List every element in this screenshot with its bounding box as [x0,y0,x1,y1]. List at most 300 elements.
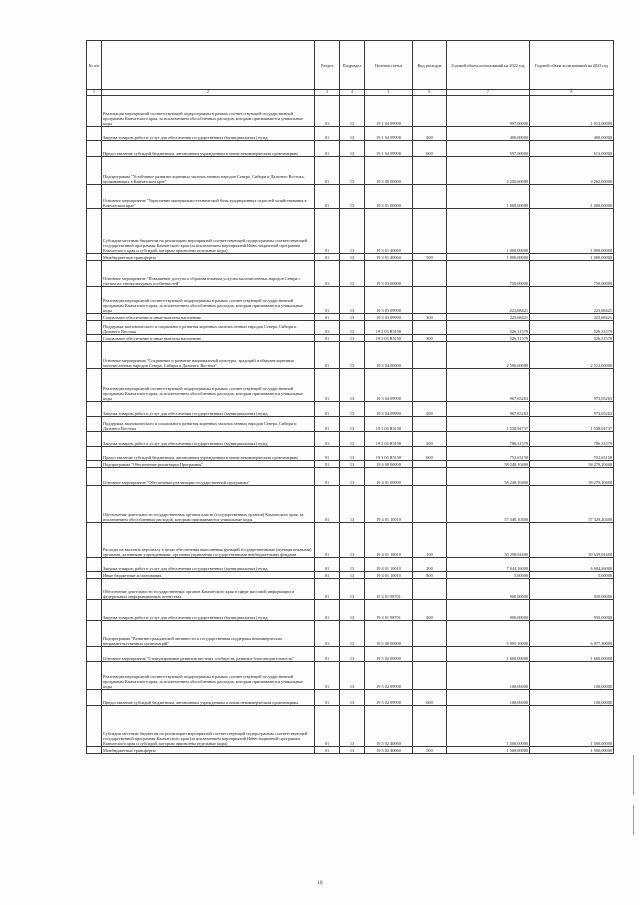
row-podrazdel-cell: 13 [340,287,365,314]
row-expense-type-cell [413,342,447,369]
row-num-cell [87,662,102,690]
row-name-cell: Обеспечение деятельности государственных органов Камчатского края в сфере массовой информации и федеральных информационных агентствах [102,579,315,600]
row-name-cell: Субсидии местным бюджетам на реализацию мероприятий соответствующей подпрограммы соответствующей государственной программы Камчатского края (за исключением мероприятий Инвестиционной программы Камчатского края и субсидий, которым присвоены отдельные коды) [102,209,315,254]
row-amount-2022-cell: 900,00000 [447,600,530,621]
row-name-cell: Предоставление субсидий бюджетным, автономным учреждениям и иным некоммерческим организациям [102,447,315,461]
table-row [87,417,614,432]
row-podrazdel-cell: 13 [340,447,365,461]
scan-edge-mark [633,805,634,835]
row-podrazdel-cell: 13 [340,314,365,321]
row-podrazdel-cell: 13 [340,662,365,690]
row-amount-2023-cell: 223,68421 [530,287,614,314]
row-razdel-cell: 01 [315,486,340,523]
row-podrazdel-cell: 13 [340,523,365,558]
row-num-cell [87,572,102,579]
row-expense-type-cell [413,417,447,432]
row-target-article-cell: 19 3 04 09990 [365,369,413,402]
row-podrazdel-cell: 13 [340,185,365,209]
row-amount-2022-cell: 223,68421 [447,287,530,314]
row-podrazdel-cell: 13 [340,600,365,621]
row-expense-type-cell: 200 [413,402,447,417]
row-amount-2023-cell: 752,63158 [530,447,614,461]
row-name-cell: Закупка товаров, работ и услуг для обеспечения государственных (муниципальных) нужд [102,558,315,572]
row-razdel-cell: 01 [315,314,340,321]
row-razdel-cell: 01 [315,572,340,579]
table-row [87,342,614,369]
row-amount-2023-cell: 613,00000 [530,141,614,157]
row-name-cell: Реализация мероприятий соответствующей подпрограммы в рамках соответствующей государственной программы Камчатского края, за исключением обособленных расходов, которым присваиваются уникальные коды [102,662,315,690]
row-podrazdel-cell: 13 [340,402,365,417]
row-amount-2022-cell: 58 248,10400 [447,461,530,468]
row-target-article-cell: 19 3 04 00000 [365,342,413,369]
row-podrazdel-cell: 13 [340,209,365,254]
row-amount-2022-cell: 57 348,10400 [447,486,530,523]
row-target-article-cell: 19 4 01 10010 [365,523,413,558]
row-target-article-cell: 19 3 04 R5150 [365,432,413,447]
row-amount-2022-cell: 997,00000 [447,96,530,127]
row-podrazdel-cell: 13 [340,369,365,402]
row-razdel-cell: 01 [315,185,340,209]
row-amount-2022-cell: 4 256,60000 [447,157,530,185]
row-expense-type-cell [413,157,447,185]
row-amount-2022-cell: 400,00000 [447,127,530,141]
row-amount-2023-cell: 973,05263 [530,369,614,402]
row-target-article-cell: 19 1 04 09990 [365,127,413,141]
row-razdel-cell: 01 [315,558,340,572]
header-razdel: Раздел [315,41,340,90]
row-expense-type-cell: 200 [413,432,447,447]
row-target-article-cell: 19 3 04 09990 [365,402,413,417]
row-expense-type-cell [413,461,447,468]
row-num-cell [87,417,102,432]
row-target-article-cell: 19 3 03 09990 [365,287,413,314]
row-expense-type-cell [413,321,447,335]
row-razdel-cell: 01 [315,402,340,417]
row-num-cell [87,690,102,706]
row-amount-2022-cell: 1 000,00000 [447,209,530,254]
row-target-article-cell: 19 5 02 40060 [365,706,413,747]
row-target-article-cell: 19 4 01 10010 [365,572,413,579]
row-amount-2022-cell: 750,00000 [447,261,530,287]
row-amount-2023-cell: 950,00000 [530,579,614,600]
table-row [87,432,614,447]
row-name-cell: Социальное обеспечение и иные выплаты населению [102,335,315,342]
col-number: 5 [365,90,413,96]
row-razdel-cell: 01 [315,523,340,558]
row-razdel-cell: 01 [315,747,340,754]
row-target-article-cell: 19 4 01 10010 [365,486,413,523]
row-num-cell [87,706,102,747]
row-target-article-cell: 19 4 01 98701 [365,579,413,600]
row-amount-2022-cell: 900,00000 [447,579,530,600]
row-target-article-cell: 19 3 00 00000 [365,157,413,185]
row-name-cell: Закупка товаров, работ и услуг для обеспечения государственных (муниципальных) нужд [102,432,315,447]
row-expense-type-cell: 200 [413,127,447,141]
row-razdel-cell: 01 [315,662,340,690]
row-name-cell: Реализация мероприятий соответствующей подпрограммы в рамках соответствующей государственной программы Камчатского края, за исключением обособленных расходов, которым присваиваются уникальные коды [102,96,315,127]
table-row [87,486,614,523]
row-target-article-cell: 19 4 01 10010 [365,558,413,572]
row-amount-2022-cell: 2 506,60000 [447,342,530,369]
row-amount-2023-cell: 750,00000 [530,261,614,287]
row-podrazdel-cell: 13 [340,321,365,335]
row-target-article-cell: 19 3 01 40060 [365,254,413,261]
row-num-cell [87,314,102,321]
header-2023: Годовой объем ассигнований на 2023 год [530,41,614,90]
row-podrazdel-cell: 13 [340,558,365,572]
row-podrazdel-cell: 13 [340,261,365,287]
row-target-article-cell: 19 5 02 00000 [365,647,413,662]
row-expense-type-cell: 200 [413,600,447,621]
row-amount-2023-cell: 400,00000 [530,127,614,141]
row-num-cell [87,523,102,558]
table-body [87,96,614,754]
row-amount-2023-cell: 1 000,00000 [530,254,614,261]
row-razdel-cell: 01 [315,254,340,261]
row-name-cell: Иные бюджетные ассигнования [102,572,315,579]
row-amount-2022-cell: 786,31579 [447,432,530,447]
row-razdel-cell: 01 [315,600,340,621]
row-razdel-cell: 01 [315,621,340,647]
row-expense-type-cell [413,662,447,690]
col-number: 1 [87,90,102,96]
row-amount-2023-cell: 58 279,20400 [530,461,614,468]
row-name-cell: Закупка товаров, работ и услуг для обеспечения государственных (муниципальных) нужд [102,127,315,141]
row-amount-2023-cell: 4 262,00000 [530,157,614,185]
row-expense-type-cell: 300 [413,314,447,321]
table-row [87,261,614,287]
table-row [87,157,614,185]
row-razdel-cell: 01 [315,369,340,402]
row-num-cell [87,747,102,754]
header-podrazdel: Подраздел [340,41,365,90]
row-num-cell [87,461,102,468]
col-number: 3 [315,90,340,96]
row-razdel-cell: 01 [315,461,340,468]
row-amount-2022-cell: 1 000,00000 [447,185,530,209]
row-amount-2023-cell: 1 013,00000 [530,96,614,127]
table-row [87,558,614,572]
row-num-cell [87,342,102,369]
row-expense-type-cell [413,96,447,127]
row-name-cell: Реализация мероприятий соответствующей подпрограммы в рамках соответствующей государственной программы Камчатского края, за исключением обособленных расходов, которым присваиваются уникальные коды [102,287,315,314]
row-amount-2023-cell: 100,00000 [530,690,614,706]
table-row [87,96,614,127]
row-razdel-cell: 01 [315,127,340,141]
table-row [87,141,614,157]
row-razdel-cell: 01 [315,706,340,747]
row-name-cell: Предоставление субсидий бюджетным, автономным учреждениям и иным некоммерческим организациям [102,690,315,706]
row-amount-2022-cell: 100,00000 [447,662,530,690]
row-razdel-cell: 01 [315,321,340,335]
row-num-cell [87,432,102,447]
row-expense-type-cell [413,261,447,287]
row-amount-2023-cell: 1 000,00000 [530,209,614,254]
row-amount-2022-cell: 58 248,10400 [447,468,530,486]
table-row [87,314,614,321]
row-amount-2022-cell: 223,68421 [447,314,530,321]
table-row [87,335,614,342]
row-target-article-cell: 19 5 02 09990 [365,690,413,706]
table-row [87,321,614,335]
table-row [87,287,614,314]
row-expense-type-cell: 200 [413,558,447,572]
table-row [87,690,614,706]
col-number: 6 [413,90,447,96]
table-row [87,185,614,209]
table-row [87,747,614,754]
col-number: 7 [447,90,530,96]
row-razdel-cell: 01 [315,261,340,287]
table-row [87,127,614,141]
row-target-article-cell: 19 3 03 R5150 [365,321,413,335]
row-expense-type-cell [413,468,447,486]
row-name-cell: Обеспечение деятельности государственных органов власти (государственных органов) Камчатского края, за исключением обособленных расходов, которым присваиваются уникальные коды [102,486,315,523]
row-razdel-cell: 01 [315,432,340,447]
row-razdel-cell: 01 [315,209,340,254]
row-razdel-cell: 01 [315,342,340,369]
row-num-cell [87,96,102,127]
table-row [87,600,614,621]
row-target-article-cell: 19 4 01 00000 [365,468,413,486]
row-amount-2023-cell: 1 000,00000 [530,185,614,209]
row-name-cell: Субсидии местным бюджетам на реализацию мероприятий соответствующей подпрограммы соответствующей государственной программы Камчатского края (за исключением мероприятий Инвестиционной программы Камчатского края и субсидий, которым присвоены отдельные коды) [102,706,315,747]
row-num-cell [87,254,102,261]
row-target-article-cell: 19 3 04 R5150 [365,417,413,432]
row-razdel-cell: 01 [315,287,340,314]
row-razdel-cell: 01 [315,468,340,486]
row-num-cell [87,287,102,314]
row-amount-2023-cell: 50 639,94400 [530,523,614,558]
row-amount-2022-cell: 50 298,94400 [447,523,530,558]
row-num-cell [87,402,102,417]
row-amount-2023-cell: 1 500,00000 [530,706,614,747]
row-target-article-cell: 19 3 03 R5150 [365,335,413,342]
row-num-cell [87,157,102,185]
table-row [87,579,614,600]
table-row [87,468,614,486]
row-name-cell: Основное мероприятие "Повышение доступа к образовательным услугам малочисленных народов Севера с учетом их этнокультурных особенностей" [102,261,315,287]
table-row [87,402,614,417]
row-podrazdel-cell: 13 [340,706,365,747]
table-row [87,572,614,579]
header-name [102,41,315,90]
row-amount-2022-cell: 526,31579 [447,335,530,342]
row-amount-2022-cell: 967,65263 [447,402,530,417]
row-amount-2022-cell: 597,00000 [447,141,530,157]
row-num-cell [87,185,102,209]
row-amount-2022-cell: 1 500,00000 [447,706,530,747]
row-amount-2023-cell: 1 538,94737 [530,417,614,432]
table-row [87,369,614,402]
row-amount-2023-cell: 1 500,00000 [530,747,614,754]
row-num-cell [87,209,102,254]
row-expense-type-cell [413,647,447,662]
row-podrazdel-cell: 13 [340,747,365,754]
row-podrazdel-cell: 13 [340,342,365,369]
table-header-row [87,41,614,90]
table-row [87,662,614,690]
row-podrazdel-cell: 13 [340,579,365,600]
scan-edge-mark [633,755,634,795]
row-expense-type-cell: 600 [413,141,447,157]
row-num-cell [87,486,102,523]
row-name-cell: Межбюджетные трансферты [102,747,315,754]
row-num-cell [87,647,102,662]
row-target-article-cell: 19 5 02 40060 [365,747,413,754]
table-row [87,209,614,254]
row-name-cell: Поддержка экономического и социального развития коренных малочисленных народов Севера, Сибири и Дальнего Востока [102,417,315,432]
row-podrazdel-cell: 13 [340,417,365,432]
row-num-cell [87,558,102,572]
row-name-cell: Предоставление субсидий бюджетным, автономным учреждениям и иным некоммерческим организациям [102,141,315,157]
row-podrazdel-cell: 13 [340,157,365,185]
row-num-cell [87,335,102,342]
row-num-cell [87,261,102,287]
row-podrazdel-cell: 13 [340,96,365,127]
row-expense-type-cell [413,706,447,747]
row-expense-type-cell: 500 [413,747,447,754]
row-amount-2022-cell: 5 995,10000 [447,621,530,647]
row-amount-2023-cell: 6 684,26000 [530,558,614,572]
row-amount-2022-cell: 967,65263 [447,369,530,402]
row-amount-2023-cell: 950,00000 [530,600,614,621]
row-razdel-cell: 01 [315,141,340,157]
row-num-cell [87,141,102,157]
row-amount-2023-cell: 526,31579 [530,335,614,342]
row-target-article-cell: 19 5 02 09990 [365,662,413,690]
header-2022: Годовой объем ассигнований на 2022 год [447,41,530,90]
row-name-cell: Закупка товаров, работ и услуг для обеспечения государственных (муниципальных) нужд [102,402,315,417]
row-expense-type-cell: 600 [413,447,447,461]
row-amount-2022-cell: 100,00000 [447,690,530,706]
row-podrazdel-cell: 13 [340,127,365,141]
row-expense-type-cell [413,621,447,647]
row-expense-type-cell [413,369,447,402]
row-podrazdel-cell: 13 [340,468,365,486]
row-name-cell: Реализация мероприятий соответствующей подпрограммы в рамках соответствующей государственной программы Камчатского края, за исключением обособленных расходов, которым присваиваются уникальные коды [102,369,315,402]
row-target-article-cell: 19 5 00 00000 [365,621,413,647]
row-amount-2022-cell: 1 600,00000 [447,647,530,662]
budget-table [86,40,614,754]
row-target-article-cell: 19 4 00 00000 [365,461,413,468]
header-target-article: Целевая статья [365,41,413,90]
row-num-cell [87,468,102,486]
row-name-cell: Подпрограмма "Развитие гражданской активности и государственная поддержка некоммерческих неправительственных организаций" [102,621,315,647]
row-expense-type-cell [413,185,447,209]
row-amount-2023-cell: 223,68421 [530,314,614,321]
row-podrazdel-cell: 13 [340,461,365,468]
row-razdel-cell: 01 [315,96,340,127]
row-name-cell: Социальное обеспечение и иные выплаты населению [102,314,315,321]
row-expense-type-cell: 100 [413,523,447,558]
row-amount-2023-cell: 5,00000 [530,572,614,579]
row-num-cell [87,600,102,621]
row-amount-2023-cell: 2 512,00000 [530,342,614,369]
row-amount-2023-cell: 100,00000 [530,662,614,690]
row-razdel-cell: 01 [315,335,340,342]
row-razdel-cell: 01 [315,579,340,600]
table-row [87,621,614,647]
row-target-article-cell: 19 3 03 00000 [365,261,413,287]
row-amount-2023-cell: 973,05263 [530,402,614,417]
row-podrazdel-cell: 13 [340,432,365,447]
row-amount-2023-cell: 526,31579 [530,321,614,335]
row-target-article-cell: 19 4 01 98701 [365,600,413,621]
row-name-cell: Основное мероприятие "Укрепление материально-технической базы традиционных отраслей хозяйствования в Камчатском крае" [102,185,315,209]
row-expense-type-cell: 800 [413,572,447,579]
table-row [87,647,614,662]
row-amount-2022-cell: 1 500,00000 [447,747,530,754]
row-amount-2023-cell: 6 077,30000 [530,621,614,647]
row-podrazdel-cell: 13 [340,335,365,342]
row-num-cell [87,321,102,335]
row-podrazdel-cell: 13 [340,486,365,523]
row-name-cell: Расходы на выплаты персоналу в целях обеспечения выполнения функций государственными (муниципальными) органами, казенными учреждениями, органами управления государственными внебюджетными фондами [102,523,315,558]
row-name-cell: Поддержка экономического и социального развития коренных малочисленных народов Севера, Сибири и Дальнего Востока [102,321,315,335]
row-name-cell: Подпрограмма "Устойчивое развитие коренных малочисленных народов Севера, Сибири и Дальнего Востока, проживающих в Камчатском крае" [102,157,315,185]
row-target-article-cell: 19 1 04 09990 [365,141,413,157]
row-amount-2023-cell: 57 329,20400 [530,486,614,523]
row-amount-2023-cell: 58 279,20400 [530,468,614,486]
row-name-cell: Подпрограмма "Обеспечение реализации Программы" [102,461,315,468]
row-amount-2023-cell: 1 600,00000 [530,647,614,662]
row-razdel-cell: 01 [315,417,340,432]
row-podrazdel-cell: 13 [340,621,365,647]
row-target-article-cell: 19 3 01 00000 [365,185,413,209]
row-num-cell [87,621,102,647]
row-podrazdel-cell: 13 [340,647,365,662]
row-amount-2023-cell: 786,31579 [530,432,614,447]
header-num: № п/п [87,41,102,90]
row-num-cell [87,447,102,461]
table-row [87,461,614,468]
row-expense-type-cell [413,486,447,523]
row-expense-type-cell: 300 [413,335,447,342]
row-amount-2022-cell: 526,31579 [447,321,530,335]
row-name-cell: Основное мероприятие "Обеспечение реализации государственной программы" [102,468,315,486]
col-number: 2 [102,90,315,96]
row-amount-2022-cell: 7 044,16000 [447,558,530,572]
row-podrazdel-cell: 13 [340,690,365,706]
row-amount-2022-cell: 5,00000 [447,572,530,579]
row-num-cell [87,127,102,141]
row-razdel-cell: 01 [315,647,340,662]
header-expense-type: Вид расходов [413,41,447,90]
row-num-cell [87,369,102,402]
col-number: 4 [340,90,365,96]
row-podrazdel-cell: 13 [340,254,365,261]
row-expense-type-cell [413,287,447,314]
row-name-cell: Межбюджетные трансферты [102,254,315,261]
row-target-article-cell: 19 1 04 09990 [365,96,413,127]
row-num-cell [87,579,102,600]
row-amount-2022-cell: 1 000,00000 [447,254,530,261]
table-row [87,254,614,261]
page-number: 10 [317,881,323,886]
col-number: 8 [530,90,614,96]
row-podrazdel-cell: 13 [340,141,365,157]
row-podrazdel-cell: 13 [340,572,365,579]
row-expense-type-cell: 500 [413,254,447,261]
row-name-cell: Основное мероприятие "Стимулирование развития местных сообществ, развитие благотворительности" [102,647,315,662]
row-expense-type-cell [413,209,447,254]
row-expense-type-cell [413,579,447,600]
row-target-article-cell: 19 3 04 R5150 [365,447,413,461]
row-razdel-cell: 01 [315,690,340,706]
row-razdel-cell: 01 [315,447,340,461]
table-row [87,523,614,558]
